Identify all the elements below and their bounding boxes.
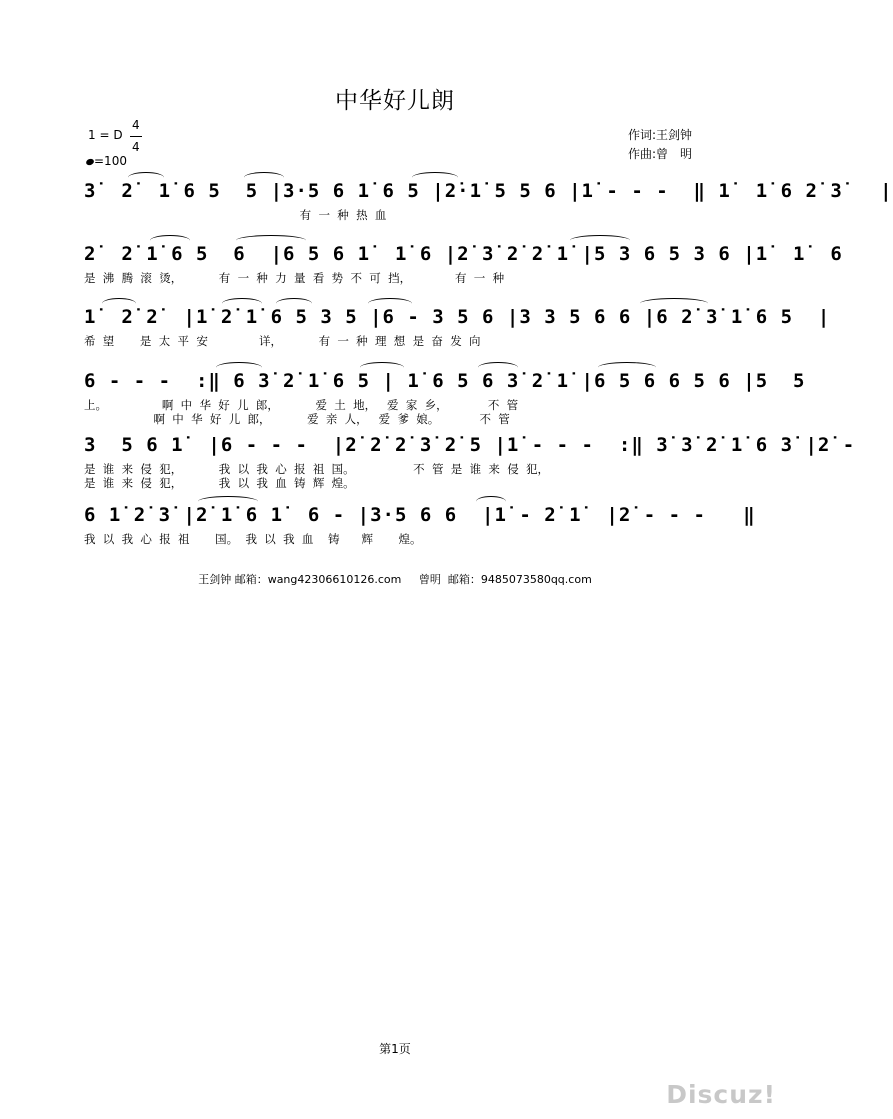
lyricist-credit: 作词:王剑钟 [628,128,693,142]
slur-mark [222,298,262,309]
slur-mark [128,172,164,183]
slur-mark [216,362,262,373]
contact-footer: 王剑钟 邮箱：wang42306610126.com 曾明 邮箱：9485073580qq.com [198,573,592,586]
slur-mark [476,496,506,507]
key-signature: 1 = D [88,128,123,142]
time-signature-bottom: 4 [132,140,140,154]
slur-mark [368,298,412,309]
notation-line: 6 - - - :‖ 6 3̇ 2̇ 1̇ 6 5 | 1̇ 6 5 6 3̇ 2̇ 1̇ |6 5 6 6 5 6 |5 5 [84,370,806,392]
lyrics-line-1: 是 谁 来 侵 犯， 我 以 我 心 报 祖 国。 不 管 是 谁 来 侵 犯， [84,462,550,476]
page-number: 第1页 [379,1042,411,1056]
notation-line: 6 1̇ 2̇ 3̇ |2̇ 1̇ 6 1̇ 6 - |3·5 6 6 |1̇ - 2̇ 1̇ |2̇ - - - ‖ [84,504,756,526]
time-signature-divider [130,136,142,137]
forum-watermark: Discuz! [666,1080,776,1109]
time-signature-top: 4 [132,118,140,132]
lyrics-line-1: 我 以 我 心 报 祖 国。 我 以 我 血 铸 辉 煌。 [84,532,422,546]
lyrics-line-2: 啊 中 华 好 儿 郎， 爱 亲 人， 爱 爹 娘。 不 管 [84,412,510,426]
notation-line: 3̇ 2̇ 1̇ 6 5 5 |3·5 6 1̇ 6 5 |2̇·1̇ 5 5 6 |1̇ - - - ‖ 1̇ 1̇ 6 2̇ 3̇ | [84,180,893,202]
composer-credit: 作曲:曾 明 [628,147,693,161]
slur-mark [198,496,258,507]
slur-mark [412,172,458,183]
lyrics-line-2: 是 谁 来 侵 犯， 我 以 我 血 铸 辉 煌。 [84,476,355,490]
tempo-value: =100 [94,154,127,168]
tempo-marking [86,154,127,168]
song-title: 中华好儿朗 [335,88,455,114]
lyrics-line-1: 是 沸 腾 滚 烫， 有 一 种 力 量 看 势 不 可 挡， 有 一 种 [84,271,505,285]
slur-mark [244,172,284,183]
slur-mark [598,362,656,373]
notation-line: 3 5 6 1̇ |6 - - - |2̇ 2̇ 2̇ 3̇ 2̇ 5 |1̇ - - - :‖ 3̇ 3̇ 2̇ 1̇ 6 3̇ |2̇ - [84,434,856,456]
slur-mark [276,298,312,309]
slur-mark [236,235,306,246]
lyrics-line-1: 有 一 种 热 血 [84,208,387,222]
notation-line: 1̇ 2̇ 2̇ |1̇ 2̇ 1̇ 6 5 3 5 |6 - 3 5 6 |3 3 5 6 6 |6 2̇ 3̇ 1̇ 6 5 | [84,306,831,328]
notation-line: 2̇ 2̇ 1̇ 6 5 6 |6 5 6 1̇ 1̇ 6 |2̇ 3̇ 2̇ 2̇ 1̇ |5 3 6 5 3 6 |1̇ 1̇ 6 [84,243,843,265]
score-system-5 [0,434,856,514]
slur-mark [360,362,404,373]
slur-mark [640,298,708,309]
slur-mark [570,235,630,246]
slur-mark [150,235,190,246]
lyrics-line-1: 上。 啊 中 华 好 儿 郎， 爱 土 地， 爱 家 乡， 不 管 [84,398,519,412]
slur-mark [102,298,136,309]
lyrics-line-1: 希 望 是 太 平 安 详， 有 一 种 理 想 是 奋 发 向 [84,334,481,348]
slur-mark [478,362,518,373]
